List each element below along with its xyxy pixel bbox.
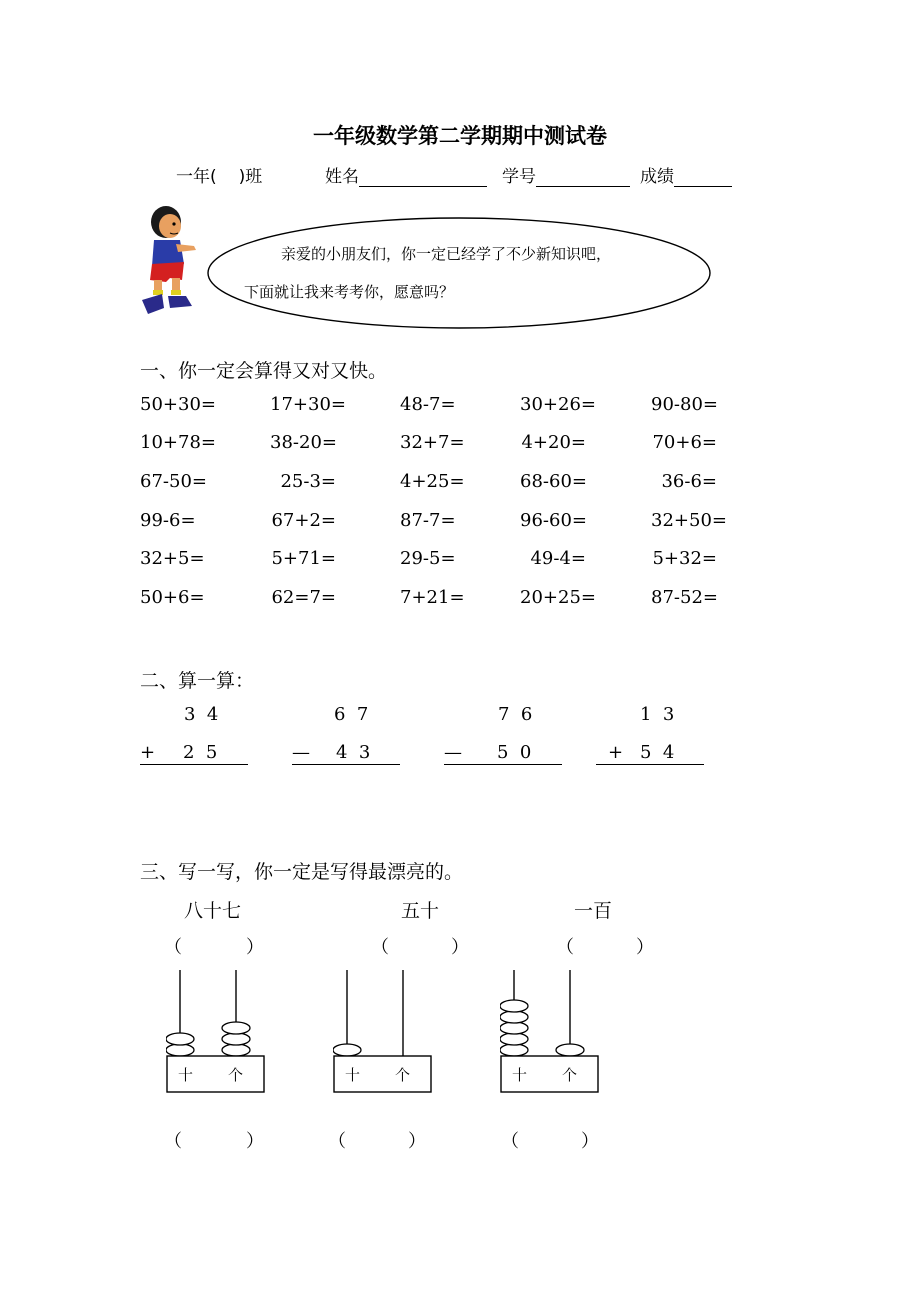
calc-problem: 50+6= [140,587,205,608]
calc-problem: 96-60= [520,510,587,531]
score-blank[interactable] [674,168,732,187]
calc-problem: 10+78= [140,432,216,453]
calc-problem: 87-7= [400,510,456,531]
section3-heading: 三、写一写，你一定是写得最漂亮的。 [140,861,464,883]
abacus-tens-bead [166,1044,194,1056]
abacus-draw-paren-close: ） [636,937,654,958]
calc-problem: 50+30= [140,394,216,415]
abacus-draw-paren-open: （ [164,937,182,958]
calc-problem: 67+2= [271,510,336,531]
abacus-write-paren-answer-slot[interactable] [521,1127,581,1151]
abacus-ones-bead [556,1044,584,1056]
calc-problem: 4+20= [521,432,586,453]
abacus-draw-paren-close: ） [451,937,469,958]
number-field [502,162,630,187]
vertical-answer-line[interactable] [292,764,400,765]
number-word: 一百 [574,900,613,922]
calc-problem: 7+21= [400,587,465,608]
abacus-draw-paren-answer-slot[interactable] [576,933,636,957]
abacus-write-paren-answer-slot[interactable] [184,1127,246,1151]
speech-bubble [206,216,712,332]
abacus-tens-bead [500,1033,528,1045]
vertical-operator: + [608,742,624,763]
calc-problem: 87-52= [651,587,718,608]
abacus-draw-paren-answer-slot[interactable] [391,933,451,957]
abacus-write-paren-close: ） [246,1131,264,1152]
calc-problem: 20+25= [520,587,596,608]
number-label: 学号 [502,167,536,187]
abacus [500,970,600,1096]
vertical-bottom-number: 5 4 [640,742,675,763]
calc-problem: 29-5= [400,548,456,569]
vertical-operator: + [140,742,156,763]
number-blank[interactable] [536,168,630,187]
vertical-top-number: 1 3 [640,704,675,725]
abacus-write-paren-close: ） [408,1131,426,1152]
abacus [333,970,433,1096]
calc-problem: 4+25= [400,471,465,492]
calc-problem: 32+5= [140,548,205,569]
section1-heading: 一、你一定会算得又对又快。 [140,360,388,382]
name-label: 姓名 [325,167,359,187]
boy-arm [176,244,196,252]
abacus-draw-paren-close: ） [246,937,264,958]
calc-problem: 32+50= [651,510,727,531]
calc-problem: 32+7= [400,432,465,453]
class-field [176,162,262,187]
abacus-ones-label: 个 [562,1066,578,1084]
abacus-tens-label: 十 [345,1066,361,1084]
vertical-answer-line[interactable] [444,764,562,765]
abacus-draw-paren-open: （ [556,937,574,958]
score-field [640,162,732,187]
abacus-tens-label: 十 [178,1066,194,1084]
abacus-write-paren-open: （ [501,1131,519,1152]
number-word: 五十 [401,900,440,922]
abacus-tens-bead [166,1033,194,1045]
section2-heading: 二、算一算： [140,670,255,692]
calc-problem: 5+32= [652,548,717,569]
calc-problem: 48-7= [400,394,456,415]
boy-shirt [152,240,184,266]
calc-problem: 30+26= [520,394,596,415]
class-suffix: )班 [238,167,263,187]
calc-problem: 70+6= [652,432,717,453]
abacus-ones-label: 个 [228,1066,244,1084]
vertical-operator: — [292,742,310,763]
abacus-tens-bead [333,1044,361,1056]
calc-problem: 90-80= [651,394,718,415]
vertical-bottom-number: 5 0 [497,742,532,763]
abacus-write-paren-open: （ [328,1131,346,1152]
abacus-ones-bead [222,1044,250,1056]
name-field [325,162,487,187]
vertical-operator: — [444,742,462,763]
vertical-bottom-number: 2 5 [183,742,218,763]
vertical-top-number: 7 6 [498,704,533,725]
vertical-bottom-number: 4 3 [336,742,371,763]
calc-problem: 49-4= [530,548,586,569]
name-blank[interactable] [359,168,487,187]
boy-shoe-left [142,294,164,314]
abacus-write-paren-answer-slot[interactable] [348,1127,408,1151]
number-word: 八十七 [184,900,242,922]
abacus-tens-bead [500,1000,528,1012]
vertical-answer-line[interactable] [596,764,704,765]
boy-illustration [136,204,202,316]
abacus-ones-bead [222,1033,250,1045]
abacus-write-paren-open: （ [164,1131,182,1152]
calc-problem: 25-3= [280,471,336,492]
vertical-answer-line[interactable] [140,764,248,765]
score-label: 成绩 [640,167,674,187]
bubble-line-1: 亲爱的小朋友们，你一定已经学了不少新知识吧， [281,245,612,263]
abacus-draw-paren-open: （ [371,937,389,958]
abacus-draw-paren-answer-slot[interactable] [184,933,246,957]
abacus-write-paren-close: ） [581,1131,599,1152]
abacus-tens-bead [500,1011,528,1023]
abacus-ones-bead [222,1022,250,1034]
abacus-ones-label: 个 [395,1066,411,1084]
calc-problem: 36-6= [661,471,717,492]
abacus-tens-bead [500,1022,528,1034]
vertical-top-number: 6 7 [334,704,369,725]
calc-problem: 68-60= [520,471,587,492]
vertical-top-number: 3 4 [184,704,219,725]
abacus [166,970,266,1096]
calc-problem: 62=7= [271,587,336,608]
page-title: 一年级数学第二学期期中测试卷 [313,124,607,148]
calc-problem: 99-6= [140,510,196,531]
abacus-tens-label: 十 [512,1066,528,1084]
boy-shoe-right [168,296,192,308]
calc-problem: 17+30= [270,394,346,415]
calc-problem: 5+71= [271,548,336,569]
bubble-line-2: 下面就让我来考考你，愿意吗？ [244,283,455,301]
boy-face [159,214,181,238]
abacus-tens-bead [500,1044,528,1056]
class-prefix: 一年( [176,167,217,187]
calc-problem: 67-50= [140,471,207,492]
calc-problem: 38-20= [270,432,337,453]
